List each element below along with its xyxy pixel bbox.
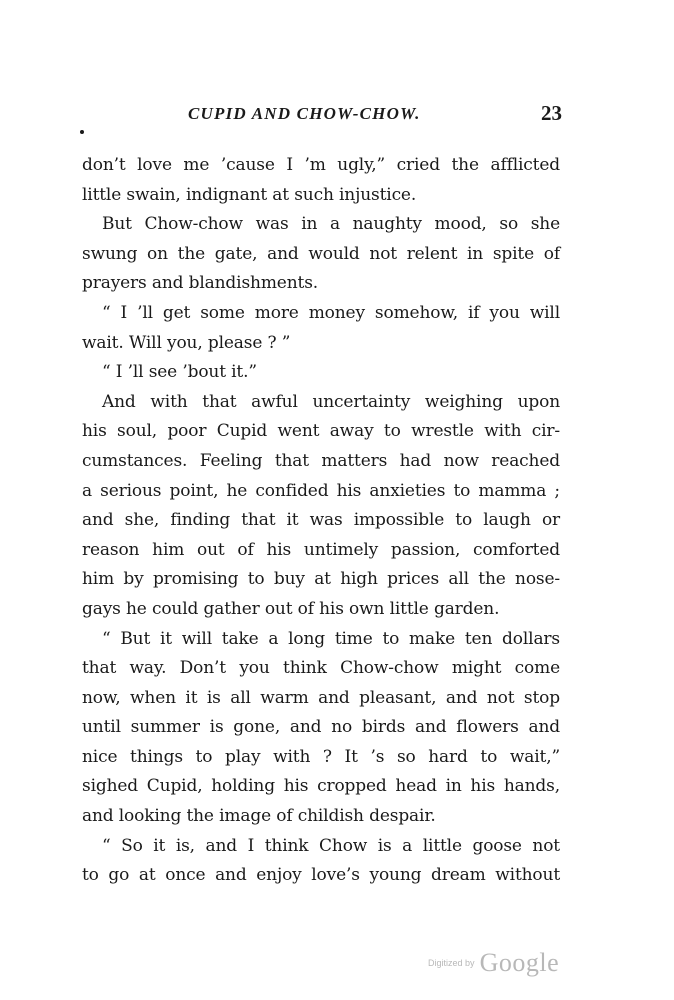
body-text [82, 151, 560, 891]
text-line: “ But it will take a long time to make ten dollars [102, 628, 560, 649]
text-line: and looking the image of childish despair. [82, 806, 436, 827]
digitized-label: Digitized by [428, 958, 475, 968]
text-line: and she, finding that it was impossible to laugh or [82, 510, 560, 531]
text-line: to go at once and enjoy love’s young dream without [82, 865, 560, 886]
text-line: But Chow-chow was in a naughty mood, so she [102, 214, 560, 235]
ink-speck [80, 130, 84, 134]
text-line: don’t love me ’cause I ’m ugly,” cried the afflicted [82, 155, 560, 175]
text-line: now, when it is all warm and pleasant, and not stop [82, 687, 560, 708]
page-number: 23 [541, 101, 562, 125]
text-line: a serious point, he confided his anxieties to mamma ; [82, 480, 560, 501]
text-line: nice things to play with ? It ’s so hard to wait,” [82, 746, 560, 767]
running-title: CUPID AND CHOW-CHOW. [188, 104, 421, 123]
text-line: And with that awful uncertainty weighing upon [102, 391, 560, 412]
running-head [82, 101, 562, 130]
text-line: until summer is gone, and no birds and flowers and [82, 717, 560, 738]
text-line: swung on the gate, and would not relent in spite of [82, 243, 560, 264]
text-line: sighed Cupid, holding his cropped head in his hands, [82, 776, 560, 797]
text-line: reason him out of his untimely passion, comforted [82, 539, 560, 560]
digitization-watermark [428, 948, 559, 978]
text-line: that way. Don’t you think Chow-chow might come [82, 658, 560, 679]
text-line: him by promising to buy at high prices all the nose- [82, 569, 560, 590]
text-line: prayers and blandishments. [82, 273, 319, 294]
text-line: his soul, poor Cupid went away to wrestle with cir- [82, 421, 560, 442]
text-line: “ I ’ll see ’bout it.” [102, 362, 257, 383]
text-line: “ So it is, and I think Chow is a little goose not [102, 835, 560, 856]
text-line: wait. Will you, please ? ” [82, 332, 291, 353]
google-logo: Google [479, 948, 560, 977]
text-line: cumstances. Feeling that matters had now reached [82, 450, 560, 471]
text-line: “ I ’ll get some more money somehow, if you will [102, 302, 560, 323]
text-line: little swain, indignant at such injustice. [82, 184, 417, 205]
text-line: gays he could gather out of his own little garden. [82, 598, 500, 619]
